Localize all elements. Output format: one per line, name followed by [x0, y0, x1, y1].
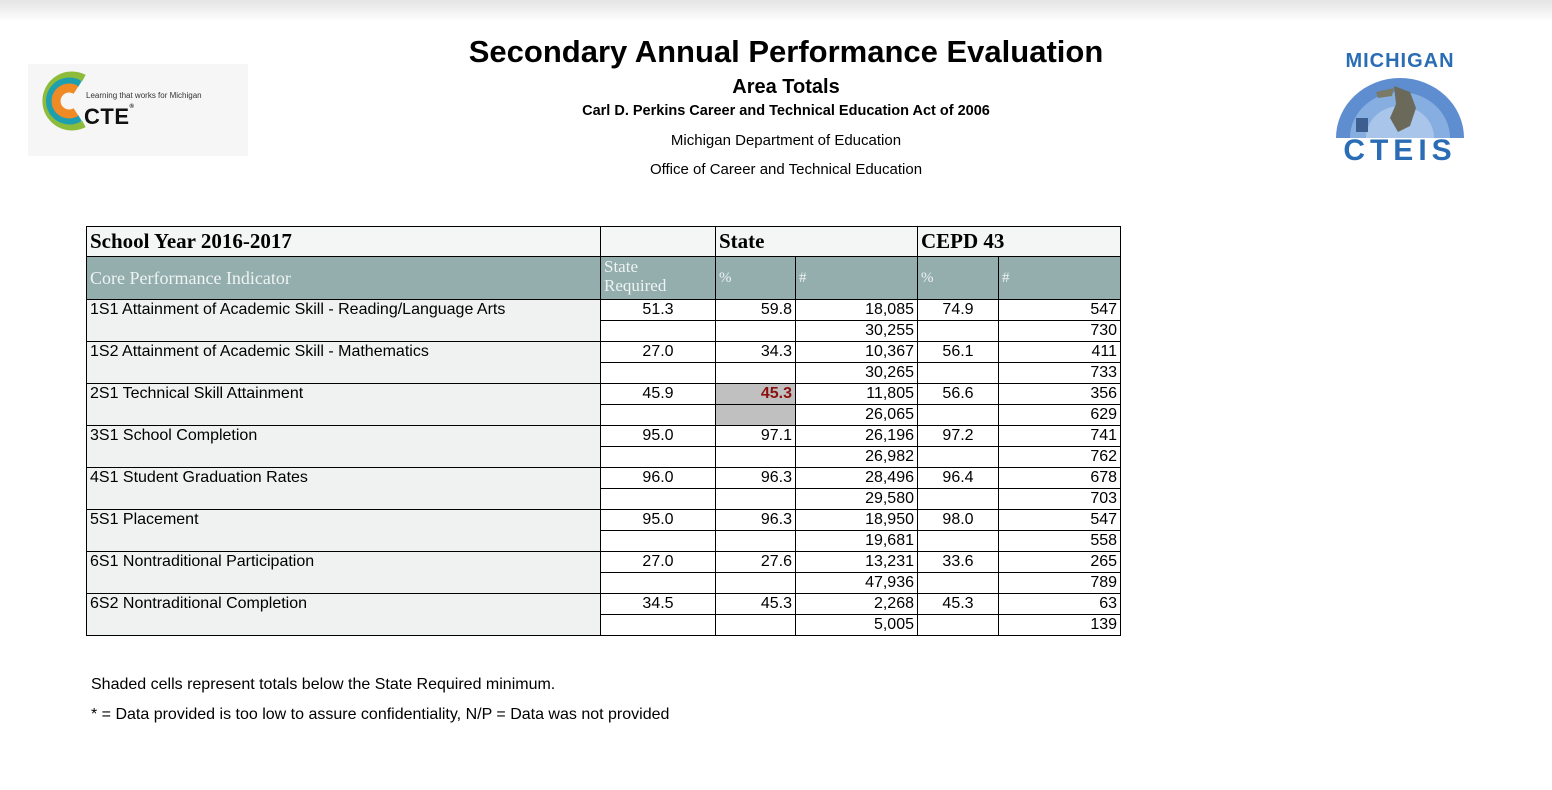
cepd-group-label: CEPD 43 [918, 227, 1121, 257]
state-required-cell: 51.3 [601, 300, 716, 321]
cepd-percent-blank [918, 405, 999, 426]
indicator-cell: 6S1 Nontraditional Participation [87, 552, 601, 594]
cepd-numerator-cell: 411 [999, 342, 1121, 363]
state-percent-blank [716, 531, 796, 552]
state-denominator-cell: 5,005 [796, 615, 918, 636]
state-percent-blank [716, 405, 796, 426]
cepd-denominator-cell: 558 [999, 531, 1121, 552]
state-numerator-cell: 10,367 [796, 342, 918, 363]
school-year-label: School Year 2016-2017 [87, 227, 601, 257]
state-required-blank [601, 363, 716, 384]
cepd-numerator-cell: 547 [999, 300, 1121, 321]
cepd-percent-blank [918, 321, 999, 342]
cepd-denominator-cell: 733 [999, 363, 1121, 384]
state-required-blank [601, 405, 716, 426]
cepd-percent-blank [918, 573, 999, 594]
table-row [87, 426, 1121, 447]
cepd-percent-cell: 96.4 [918, 468, 999, 489]
state-required-blank [601, 573, 716, 594]
state-percent-blank [716, 321, 796, 342]
state-required-cell: 96.0 [601, 468, 716, 489]
cepd-denominator-cell: 730 [999, 321, 1121, 342]
cepd-percent-cell: 56.6 [918, 384, 999, 405]
cepd-numerator-cell: 741 [999, 426, 1121, 447]
performance-table [86, 226, 1121, 636]
cepd-percent-cell: 98.0 [918, 510, 999, 531]
cepd-denominator-cell: 762 [999, 447, 1121, 468]
indicator-cell: 4S1 Student Graduation Rates [87, 468, 601, 510]
table-row [87, 342, 1121, 363]
table-row [87, 594, 1121, 615]
state-percent-cell: 34.3 [716, 342, 796, 363]
cepd-numerator-cell: 356 [999, 384, 1121, 405]
school-year-row [87, 227, 1121, 257]
state-denominator-cell: 26,982 [796, 447, 918, 468]
state-count-header: # [796, 257, 918, 300]
state-percent-blank [716, 489, 796, 510]
state-numerator-cell: 28,496 [796, 468, 918, 489]
state-denominator-cell: 29,580 [796, 489, 918, 510]
state-denominator-cell: 30,255 [796, 321, 918, 342]
state-required-cell: 27.0 [601, 552, 716, 573]
michigan-cteis-logo [1316, 44, 1484, 174]
cepd-denominator-cell: 703 [999, 489, 1121, 510]
page-subtitle: Area Totals [732, 76, 840, 98]
indicator-cell: 1S2 Attainment of Academic Skill - Mathematics [87, 342, 601, 384]
state-required-cell: 34.5 [601, 594, 716, 615]
table-row [87, 384, 1121, 405]
cepd-percent-cell: 33.6 [918, 552, 999, 573]
state-numerator-cell: 18,950 [796, 510, 918, 531]
state-required-blank [601, 447, 716, 468]
state-percent-cell: 45.3 [716, 594, 796, 615]
table-row [87, 300, 1121, 321]
state-group-label: State [716, 227, 918, 257]
state-percent-cell: 59.8 [716, 300, 796, 321]
office-name: Office of Career and Technical Education [649, 161, 923, 178]
cepd-percent-blank [918, 363, 999, 384]
indicator-cell: 1S1 Attainment of Academic Skill - Reading/Language Arts [87, 300, 601, 342]
page-title: Secondary Annual Performance Evaluation [468, 34, 1104, 69]
cepd-denominator-cell: 629 [999, 405, 1121, 426]
state-denominator-cell: 26,065 [796, 405, 918, 426]
state-percent-cell: 27.6 [716, 552, 796, 573]
state-numerator-cell: 11,805 [796, 384, 918, 405]
cepd-percent-blank [918, 615, 999, 636]
cepd-percent-header: % [918, 257, 999, 300]
cepd-denominator-cell: 139 [999, 615, 1121, 636]
state-numerator-cell: 13,231 [796, 552, 918, 573]
cepd-denominator-cell: 789 [999, 573, 1121, 594]
state-required-blank [601, 489, 716, 510]
cteis-wordmark: CTEIS [1343, 134, 1457, 167]
cepd-percent-blank [918, 489, 999, 510]
cepd-percent-blank [918, 531, 999, 552]
state-percent-header: % [716, 257, 796, 300]
indicator-cell: 5S1 Placement [87, 510, 601, 552]
cepd-percent-cell: 97.2 [918, 426, 999, 447]
department-name: Michigan Department of Education [670, 132, 902, 149]
cepd-percent-cell: 45.3 [918, 594, 999, 615]
state-percent-cell: 96.3 [716, 468, 796, 489]
state-required-cell: 95.0 [601, 510, 716, 531]
state-required-cell: 95.0 [601, 426, 716, 447]
state-numerator-cell: 2,268 [796, 594, 918, 615]
indicator-cell: 6S2 Nontraditional Completion [87, 594, 601, 636]
indicator-cell: 2S1 Technical Skill Attainment [87, 384, 601, 426]
act-title: Carl D. Perkins Career and Technical Education Act of 2006 [582, 103, 990, 119]
column-header-row [87, 257, 1121, 300]
cepd-percent-blank [918, 447, 999, 468]
cepd-numerator-cell: 63 [999, 594, 1121, 615]
shaded-footnote: Shaded cells represent totals below the State Required minimum. [91, 676, 556, 693]
cepd-numerator-cell: 547 [999, 510, 1121, 531]
michigan-map-icon [1336, 78, 1464, 138]
state-required-blank [601, 615, 716, 636]
cte-wordmark: CTE® [84, 104, 135, 129]
state-numerator-cell: 18,085 [796, 300, 918, 321]
state-denominator-cell: 30,265 [796, 363, 918, 384]
top-shade [0, 0, 1552, 22]
state-denominator-cell: 47,936 [796, 573, 918, 594]
state-numerator-cell: 26,196 [796, 426, 918, 447]
state-percent-blank [716, 363, 796, 384]
state-percent-cell: 45.3 [716, 384, 796, 405]
indicator-header: Core Performance Indicator [87, 257, 601, 300]
state-percent-blank [716, 573, 796, 594]
cte-tagline: Learning that works for Michigan [86, 91, 202, 100]
table-row [87, 552, 1121, 573]
cepd-numerator-cell: 265 [999, 552, 1121, 573]
state-percent-blank [716, 447, 796, 468]
table-row [87, 468, 1121, 489]
state-required-cell: 27.0 [601, 342, 716, 363]
indicator-cell: 3S1 School Completion [87, 426, 601, 468]
cepd-numerator-cell: 678 [999, 468, 1121, 489]
table-row [87, 510, 1121, 531]
state-percent-blank [716, 615, 796, 636]
state-required-blank [601, 531, 716, 552]
michigan-wordmark: MICHIGAN [1345, 50, 1455, 72]
state-required-blank [601, 321, 716, 342]
cepd-count-header: # [999, 257, 1121, 300]
cepd-percent-cell: 74.9 [918, 300, 999, 321]
blank-cell [601, 227, 716, 257]
state-denominator-cell: 19,681 [796, 531, 918, 552]
legend-footnote: * = Data provided is too low to assure confidentiality, N/P = Data was not provided [91, 706, 670, 723]
state-required-cell: 45.9 [601, 384, 716, 405]
state-percent-cell: 97.1 [716, 426, 796, 447]
state-required-header: State Required [601, 257, 716, 300]
cepd-percent-cell: 56.1 [918, 342, 999, 363]
state-percent-cell: 96.3 [716, 510, 796, 531]
